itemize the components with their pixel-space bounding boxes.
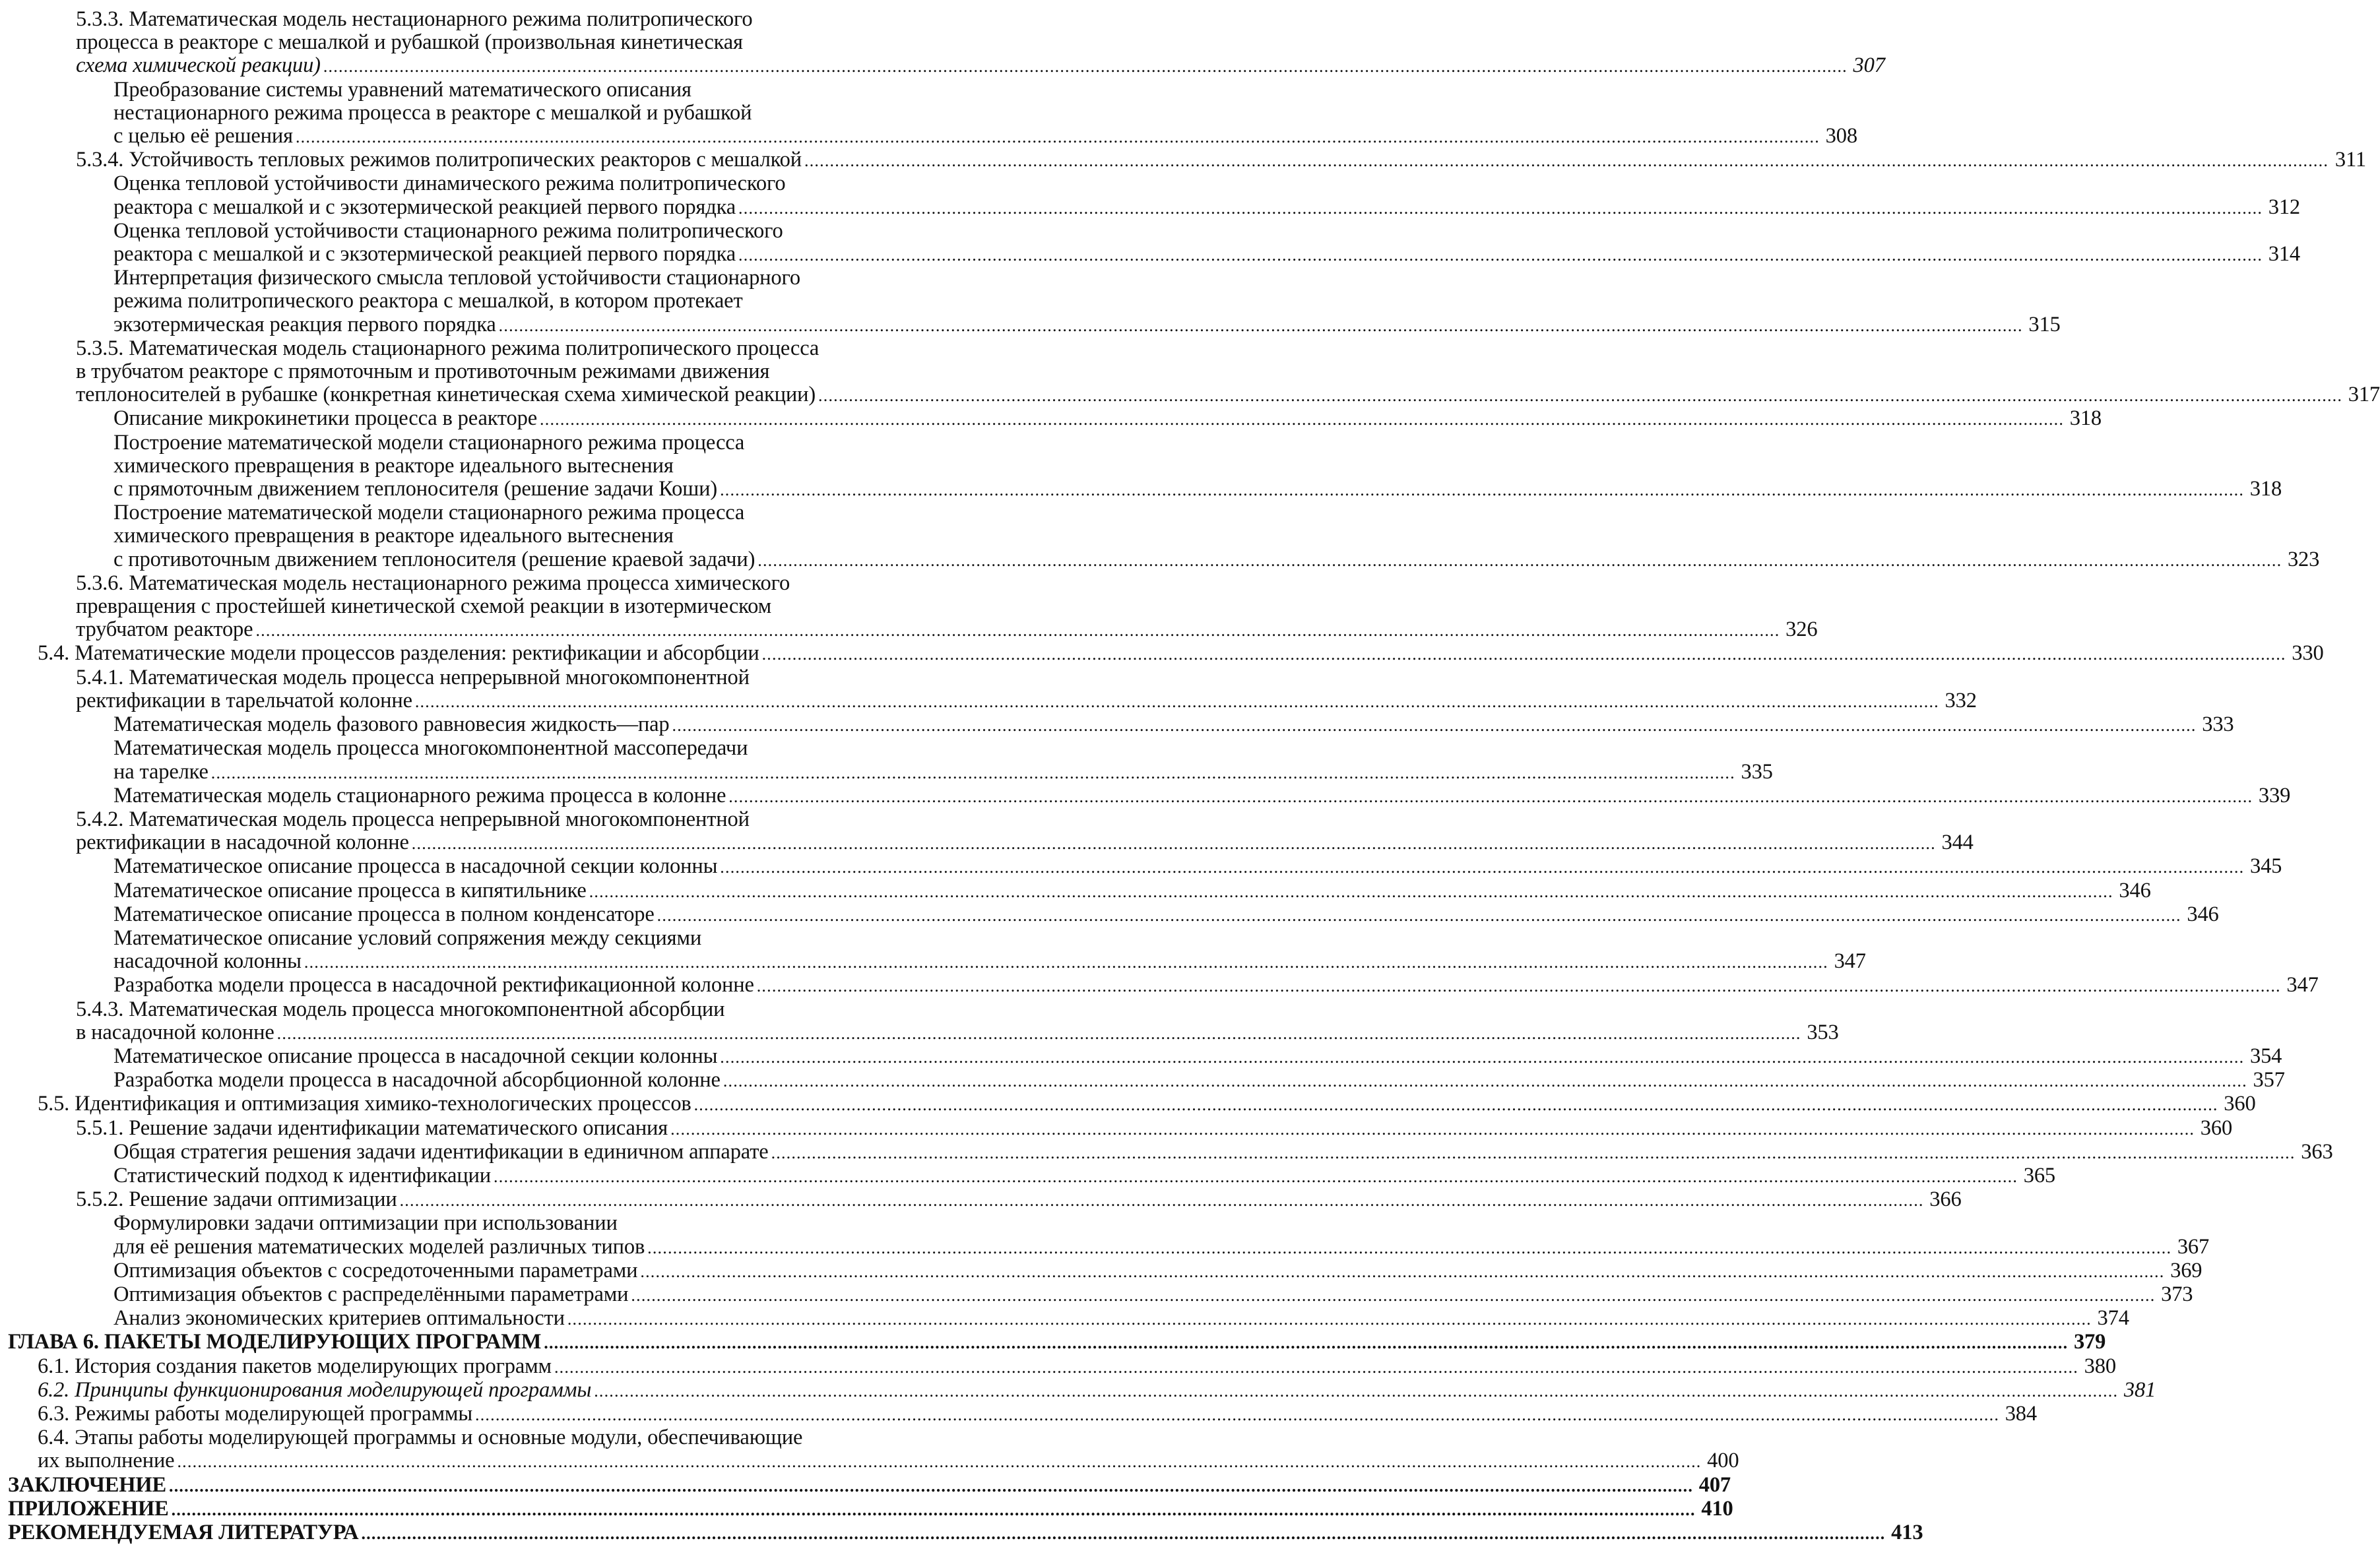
toc-page-number: 346 bbox=[2187, 902, 2219, 926]
toc-entry-title: схема химической реакции) bbox=[76, 53, 321, 78]
toc-entry[interactable] bbox=[8, 831, 1974, 855]
toc-entry[interactable] bbox=[8, 1234, 2210, 1259]
toc-entry-title: Математическое описание условий сопряжения между секциями bbox=[113, 926, 702, 950]
toc-entry-title: 6.1. История создания пакетов моделирующих программ bbox=[38, 1354, 552, 1378]
toc-page-number: 365 bbox=[2023, 1163, 2056, 1187]
toc-entry-title: реактора с мешалкой и с экзотермической реакцией первого порядка bbox=[113, 242, 736, 267]
toc-entry[interactable] bbox=[8, 1282, 2193, 1307]
dot-leader: ............................................................................................................................................................................................................................................................................................................ bbox=[738, 245, 2263, 265]
toc-page-number: 357 bbox=[2253, 1068, 2285, 1092]
toc-entry-line bbox=[8, 172, 1011, 195]
toc-entry-title: Разработка модели процесса в насадочной абсорбционной колонне bbox=[113, 1068, 721, 1092]
toc-entry-line bbox=[8, 431, 1011, 455]
dot-leader: ............................................................................................................................................................................................................................................................................................................ bbox=[818, 386, 2343, 406]
dot-leader: ............................................................................................................................................................................................................................................................................................................ bbox=[672, 716, 2197, 736]
toc-entry-title: 5.4.1. Математическая модель процесса непрерывной многокомпонентной bbox=[76, 665, 750, 689]
toc-entry-title: 5.5. Идентификация и оптимизация химико-технологических процессов bbox=[38, 1092, 691, 1116]
toc-entry-title: для её решения математических моделей различных типов bbox=[113, 1234, 645, 1259]
toc-entry-title: Оценка тепловой устойчивости динамического режима политропического bbox=[113, 172, 786, 196]
toc-entry-line bbox=[8, 572, 1011, 595]
dot-leader: ............................................................................................................................................................................................................................................................................................................ bbox=[657, 905, 2181, 925]
table-of-contents bbox=[8, 7, 2380, 1545]
toc-entry-title: трубчатом реакторе bbox=[76, 617, 253, 642]
toc-entry[interactable] bbox=[8, 902, 2219, 927]
toc-page-number: 332 bbox=[1945, 688, 1977, 712]
toc-page-number: 312 bbox=[2268, 195, 2301, 219]
toc-entry-title: в насадочной колонне bbox=[76, 1020, 274, 1044]
toc-page-number: 380 bbox=[2084, 1354, 2116, 1378]
toc-entry-title: Описание микрокинетики процесса в реакторе bbox=[113, 406, 538, 431]
dot-leader: ............................................................................................................................................................................................................................................................................................................ bbox=[804, 151, 2329, 171]
toc-entry[interactable] bbox=[8, 1306, 2129, 1331]
toc-entry[interactable] bbox=[8, 1092, 2256, 1116]
toc-entry-title: теплоносителей в рубашке (конкретная кинетическая схема химической реакции) bbox=[76, 383, 816, 407]
dot-leader: ............................................................................................................................................................................................................................................................................................................ bbox=[567, 1309, 2092, 1329]
toc-entry-title: в трубчатом реакторе с прямоточным и противоточным режимами движения bbox=[76, 360, 770, 384]
toc-entry[interactable] bbox=[8, 1330, 2106, 1354]
dot-leader: ............................................................................................................................................................................................................................................................................................................ bbox=[414, 691, 1939, 711]
toc-entry-line bbox=[8, 337, 1011, 360]
toc-entry[interactable] bbox=[8, 1496, 1733, 1521]
toc-entry-title: 5.3.4. Устойчивость тепловых режимов политропических реакторов с мешалкой bbox=[76, 148, 802, 172]
toc-entry[interactable] bbox=[8, 1139, 2333, 1164]
toc-entry[interactable] bbox=[8, 1472, 1731, 1498]
dot-leader: ............................................................................................................................................................................................................................................................................................................ bbox=[276, 1023, 1801, 1043]
toc-page-number: 353 bbox=[1807, 1020, 1839, 1044]
toc-entry[interactable] bbox=[8, 1020, 1839, 1045]
dot-leader: ............................................................................................................................................................................................................................................................................................................ bbox=[171, 1499, 1696, 1519]
toc-page-number: 339 bbox=[2258, 783, 2291, 807]
dot-leader: ............................................................................................................................................................................................................................................................................................................ bbox=[540, 410, 2065, 429]
dot-leader: ............................................................................................................................................................................................................................................................................................................ bbox=[544, 1333, 2069, 1353]
dot-leader: ............................................................................................................................................................................................................................................................................................................ bbox=[169, 1476, 1694, 1496]
dot-leader: ............................................................................................................................................................................................................................................................................................................ bbox=[720, 480, 2245, 500]
toc-entry-title: 6.2. Принципы функционирования моделирующей программы bbox=[38, 1377, 592, 1402]
toc-entry[interactable] bbox=[8, 53, 1885, 78]
toc-page-number: 323 bbox=[2287, 547, 2320, 571]
dot-leader: ............................................................................................................................................................................................................................................................................................................ bbox=[631, 1285, 2156, 1305]
toc-entry-line bbox=[8, 808, 1011, 831]
toc-entry-title: химического превращения в реакторе идеального вытеснения bbox=[113, 453, 674, 478]
toc-page-number: 311 bbox=[2334, 148, 2367, 172]
toc-entry-title: 5.4.3. Математическая модель процесса многокомпонентной абсорбции bbox=[76, 997, 725, 1021]
toc-entry-line bbox=[8, 360, 1011, 383]
toc-page-number: 317 bbox=[2348, 383, 2380, 407]
dot-leader: ............................................................................................................................................................................................................................................................................................................ bbox=[411, 834, 1936, 854]
dot-leader: ............................................................................................................................................................................................................................................................................................................ bbox=[738, 198, 2263, 218]
toc-entry-title: 5.4.2. Математическая модель процесса непрерывной многокомпонентной bbox=[76, 807, 750, 831]
dot-leader: ............................................................................................................................................................................................................................................................................................................ bbox=[756, 976, 2281, 996]
toc-entry-title: Преобразование системы уравнений математического описания bbox=[113, 77, 691, 102]
toc-entry[interactable] bbox=[8, 1401, 2038, 1426]
toc-page-number: 413 bbox=[1891, 1521, 1923, 1544]
toc-entry-title: с противоточным движением теплоносителя (решение краевой задачи) bbox=[113, 547, 756, 571]
toc-page-number: 381 bbox=[2123, 1377, 2156, 1402]
toc-entry-title: 5.3.6. Математическая модель нестационарного режима процесса химического bbox=[76, 571, 790, 595]
toc-entry-title: Оценка тепловой устойчивости стационарного режима политропического bbox=[113, 218, 783, 243]
toc-entry[interactable] bbox=[8, 1354, 2116, 1379]
toc-page-number: 344 bbox=[1941, 831, 1974, 855]
toc-entry-line bbox=[8, 290, 1011, 313]
toc-entry-title: ГЛАВА 6. ПАКЕТЫ МОДЕЛИРУЮЩИХ ПРОГРАММ bbox=[8, 1330, 542, 1354]
toc-entry-title: ректификации в насадочной колонне bbox=[76, 831, 409, 855]
dot-leader: ............................................................................................................................................................................................................................................................................................................ bbox=[728, 786, 2253, 806]
toc-entry-title: на тарелке bbox=[113, 759, 209, 784]
toc-entry-title: Интерпретация физического смысла тепловой устойчивости стационарного bbox=[113, 266, 800, 290]
toc-entry-title: ПРИЛОЖЕНИЕ bbox=[8, 1496, 169, 1521]
toc-entry[interactable] bbox=[8, 641, 2324, 666]
toc-entry[interactable] bbox=[8, 854, 2282, 879]
dot-leader: ............................................................................................................................................................................................................................................................................................................ bbox=[594, 1381, 2119, 1401]
toc-entry[interactable] bbox=[8, 406, 2102, 431]
dot-leader: ............................................................................................................................................................................................................................................................................................................ bbox=[361, 1524, 1886, 1543]
toc-page-number: 374 bbox=[2097, 1306, 2129, 1331]
toc-entry-line bbox=[8, 927, 1011, 950]
dot-leader: ............................................................................................................................................................................................................................................................................................................ bbox=[255, 621, 1780, 641]
toc-page-number: 347 bbox=[1834, 949, 1866, 974]
toc-entry[interactable] bbox=[8, 1449, 1739, 1473]
toc-entry[interactable] bbox=[8, 242, 2301, 267]
toc-entry-line bbox=[8, 79, 1011, 102]
dot-leader: ............................................................................................................................................................................................................................................................................................................ bbox=[323, 57, 1848, 77]
toc-entry-title: превращения с простейшей кинетической схемой реакции в изотермическом bbox=[76, 594, 772, 619]
toc-entry-line bbox=[8, 455, 1011, 478]
toc-page-number: 369 bbox=[2170, 1258, 2203, 1282]
toc-entry[interactable] bbox=[8, 1116, 2233, 1141]
toc-entry-title: Анализ экономических критериев оптимальности bbox=[113, 1306, 565, 1331]
toc-entry-title: насадочной колонны bbox=[113, 949, 302, 974]
toc-entry-title: с целью её решения bbox=[113, 124, 293, 148]
toc-entry[interactable] bbox=[8, 383, 2380, 407]
toc-entry-title: ЗАКЛЮЧЕНИЕ bbox=[8, 1472, 167, 1497]
dot-leader: ............................................................................................................................................................................................................................................................................................................ bbox=[647, 1238, 2172, 1257]
toc-page-number: 346 bbox=[2119, 878, 2151, 902]
toc-entry-title: Построение математической модели стационарного режима процесса bbox=[113, 430, 745, 455]
toc-entry[interactable] bbox=[8, 148, 2367, 172]
toc-entry[interactable] bbox=[8, 949, 1866, 974]
dot-leader: ............................................................................................................................................................................................................................................................................................................ bbox=[295, 127, 1820, 147]
toc-entry-title: 6.4. Этапы работы моделирующей программы и основные модули, обеспечивающие bbox=[38, 1426, 803, 1450]
dot-leader: ............................................................................................................................................................................................................................................................................................................ bbox=[640, 1261, 2165, 1281]
toc-entry-title: нестационарного режима процесса в реакторе с мешалкой и рубашкой bbox=[113, 100, 752, 125]
dot-leader: ............................................................................................................................................................................................................................................................................................................ bbox=[554, 1357, 2078, 1377]
toc-entry-line bbox=[8, 595, 1011, 618]
toc-entry-line bbox=[8, 501, 1011, 524]
toc-entry-title: 5.3.5. Математическая модель стационарного режима политропического процесса bbox=[76, 336, 820, 360]
toc-entry-title: 5.4. Математические модели процессов разделения: ректификации и абсорбции bbox=[38, 641, 759, 666]
toc-page-number: 373 bbox=[2161, 1282, 2193, 1306]
toc-entry-line bbox=[8, 31, 1011, 54]
toc-entry-title: с прямоточным движением теплоносителя (решение задачи Коши) bbox=[113, 477, 718, 501]
toc-entry-title: Разработка модели процесса в насадочной ректификационной колонне bbox=[113, 973, 754, 997]
toc-page-number: 318 bbox=[2069, 406, 2102, 431]
toc-page-number: 367 bbox=[2177, 1234, 2210, 1259]
toc-entry-line bbox=[8, 524, 1011, 548]
toc-entry-line bbox=[8, 666, 1011, 689]
toc-page-number: 363 bbox=[2301, 1139, 2333, 1164]
toc-entry[interactable] bbox=[8, 712, 2234, 737]
toc-entry-title: Общая стратегия решения задачи идентификации в единичном аппарате bbox=[113, 1139, 769, 1164]
toc-entry[interactable] bbox=[8, 783, 2291, 808]
toc-page-number: 315 bbox=[2028, 312, 2061, 336]
dot-leader: ............................................................................................................................................................................................................................................................................................................ bbox=[304, 953, 1828, 972]
dot-leader: ............................................................................................................................................................................................................................................................................................................ bbox=[498, 315, 2023, 335]
toc-entry[interactable] bbox=[8, 1258, 2203, 1283]
dot-leader: ............................................................................................................................................................................................................................................................................................................ bbox=[399, 1191, 1924, 1211]
toc-entry[interactable] bbox=[8, 878, 2151, 903]
toc-page-number: 379 bbox=[2073, 1330, 2106, 1354]
toc-page-number: 360 bbox=[2200, 1116, 2233, 1140]
dot-leader: ............................................................................................................................................................................................................................................................................................................ bbox=[670, 1119, 2195, 1139]
toc-entry-title: экзотермическая реакция первого порядка bbox=[113, 312, 496, 336]
dot-leader: ............................................................................................................................................................................................................................................................................................................ bbox=[723, 1071, 2247, 1091]
toc-entry-title: реактора с мешалкой и с экзотермической реакцией первого порядка bbox=[113, 195, 736, 219]
toc-entry[interactable] bbox=[8, 1377, 2156, 1403]
toc-page-number: 407 bbox=[1698, 1472, 1731, 1497]
toc-entry-line bbox=[8, 1212, 1011, 1235]
toc-entry-title: их выполнение bbox=[38, 1449, 175, 1473]
toc-entry-title: ректификации в тарельчатой колонне bbox=[76, 688, 412, 712]
dot-leader: ............................................................................................................................................................................................................................................................................................................ bbox=[475, 1404, 2000, 1424]
toc-entry-title: Математическое описание процесса в насадочной секции колонны bbox=[113, 854, 718, 879]
toc-entry-title: Формулировки задачи оптимизации при использовании bbox=[113, 1211, 618, 1236]
toc-entry-title: РЕКОМЕНДУЕМАЯ ЛИТЕРАТУРА bbox=[8, 1521, 359, 1544]
toc-page-number: 360 bbox=[2224, 1092, 2256, 1116]
toc-entry-line bbox=[8, 1426, 1011, 1449]
dot-leader: ............................................................................................................................................................................................................................................................................................................ bbox=[177, 1452, 1702, 1472]
dot-leader: ............................................................................................................................................................................................................................................................................................................ bbox=[494, 1166, 2018, 1186]
toc-entry[interactable] bbox=[8, 1187, 1962, 1212]
toc-entry-line bbox=[8, 8, 1011, 31]
toc-page-number: 347 bbox=[2286, 973, 2319, 997]
toc-entry-title: Оптимизация объектов с распределёнными параметрами bbox=[113, 1282, 629, 1306]
toc-entry[interactable] bbox=[8, 124, 1857, 148]
dot-leader: ............................................................................................................................................................................................................................................................................................................ bbox=[771, 1143, 2296, 1162]
toc-entry-title: 6.3. Режимы работы моделирующей программы bbox=[38, 1401, 473, 1426]
toc-entry-title: Оптимизация объектов с сосредоточенными параметрами bbox=[113, 1258, 638, 1282]
toc-page-number: 326 bbox=[1785, 617, 1818, 642]
toc-entry[interactable] bbox=[8, 477, 2282, 501]
toc-page-number: 410 bbox=[1701, 1496, 1733, 1521]
dot-leader: ............................................................................................................................................................................................................................................................................................................ bbox=[693, 1095, 2218, 1115]
toc-entry[interactable] bbox=[8, 759, 1773, 784]
toc-entry-title: 5.3.3. Математическая модель нестационарного режима политропического bbox=[76, 7, 753, 31]
toc-entry-title: Математическое описание процесса в полном конденсаторе bbox=[113, 902, 655, 926]
toc-entry-line bbox=[8, 220, 1011, 243]
toc-entry-title: режима политропического реактора с мешалкой, в котором протекает bbox=[113, 289, 743, 313]
toc-page-number: 335 bbox=[1741, 759, 1773, 784]
toc-entry-line bbox=[8, 102, 1011, 125]
toc-entry[interactable] bbox=[8, 547, 2320, 572]
toc-entry-title: Математическая модель фазового равновесия жидкость—пар bbox=[113, 712, 670, 737]
toc-entry[interactable] bbox=[8, 688, 1977, 713]
toc-entry[interactable] bbox=[8, 195, 2301, 220]
dot-leader: ............................................................................................................................................................................................................................................................................................................ bbox=[210, 763, 1735, 782]
toc-page-number: 333 bbox=[2202, 712, 2234, 737]
toc-page-number: 354 bbox=[2249, 1044, 2282, 1068]
toc-entry[interactable] bbox=[8, 973, 2319, 997]
dot-leader: ............................................................................................................................................................................................................................................................................................................ bbox=[757, 550, 2282, 570]
toc-page-number: 384 bbox=[2005, 1401, 2038, 1426]
toc-page-number: 366 bbox=[1929, 1187, 1962, 1212]
toc-entry[interactable] bbox=[8, 617, 1818, 642]
dot-leader: ............................................................................................................................................................................................................................................................................................................ bbox=[720, 858, 2245, 877]
toc-page-number: 330 bbox=[2292, 641, 2324, 666]
toc-entry[interactable] bbox=[8, 1068, 2285, 1092]
toc-entry-title: химического превращения в реакторе идеального вытеснения bbox=[113, 524, 674, 548]
toc-entry-title: Математическая модель стационарного режима процесса в колонне bbox=[113, 783, 726, 807]
toc-entry-title: Математическое описание процесса в кипятильнике bbox=[113, 878, 587, 902]
toc-entry-title: Построение математической модели стационарного режима процесса bbox=[113, 501, 745, 525]
toc-entry-title: Математическое описание процесса в насадочной секции колонны bbox=[113, 1044, 718, 1068]
toc-entry[interactable] bbox=[8, 1521, 1923, 1545]
toc-page-number: 400 bbox=[1707, 1449, 1739, 1473]
dot-leader: ............................................................................................................................................................................................................................................................................................................ bbox=[720, 1047, 2245, 1067]
toc-page-number: 314 bbox=[2268, 242, 2301, 267]
toc-page-number: 308 bbox=[1825, 124, 1857, 148]
toc-entry[interactable] bbox=[8, 1163, 2056, 1188]
toc-entry-title: Математическая модель процесса многокомпонентной массопередачи bbox=[113, 736, 748, 761]
toc-page-number: 318 bbox=[2249, 477, 2282, 501]
toc-entry-title: 5.5.2. Решение задачи оптимизации bbox=[76, 1187, 397, 1212]
toc-entry[interactable] bbox=[8, 312, 2061, 337]
toc-entry[interactable] bbox=[8, 1044, 2282, 1069]
toc-page-number: 345 bbox=[2249, 854, 2282, 879]
dot-leader: ............................................................................................................................................................................................................................................................................................................ bbox=[761, 645, 2286, 664]
dot-leader: ............................................................................................................................................................................................................................................................................................................ bbox=[589, 881, 2113, 901]
toc-entry-line bbox=[8, 737, 1011, 760]
toc-entry-title: Статистический подход к идентификации bbox=[113, 1163, 492, 1187]
toc-page-number: 307 bbox=[1853, 53, 1885, 78]
toc-entry-line bbox=[8, 998, 1011, 1021]
toc-entry-line bbox=[8, 267, 1011, 290]
toc-entry-title: процесса в реакторе с мешалкой и рубашкой (произвольная кинетическая bbox=[76, 30, 743, 55]
toc-entry-title: 5.5.1. Решение задачи идентификации математического описания bbox=[76, 1116, 668, 1140]
